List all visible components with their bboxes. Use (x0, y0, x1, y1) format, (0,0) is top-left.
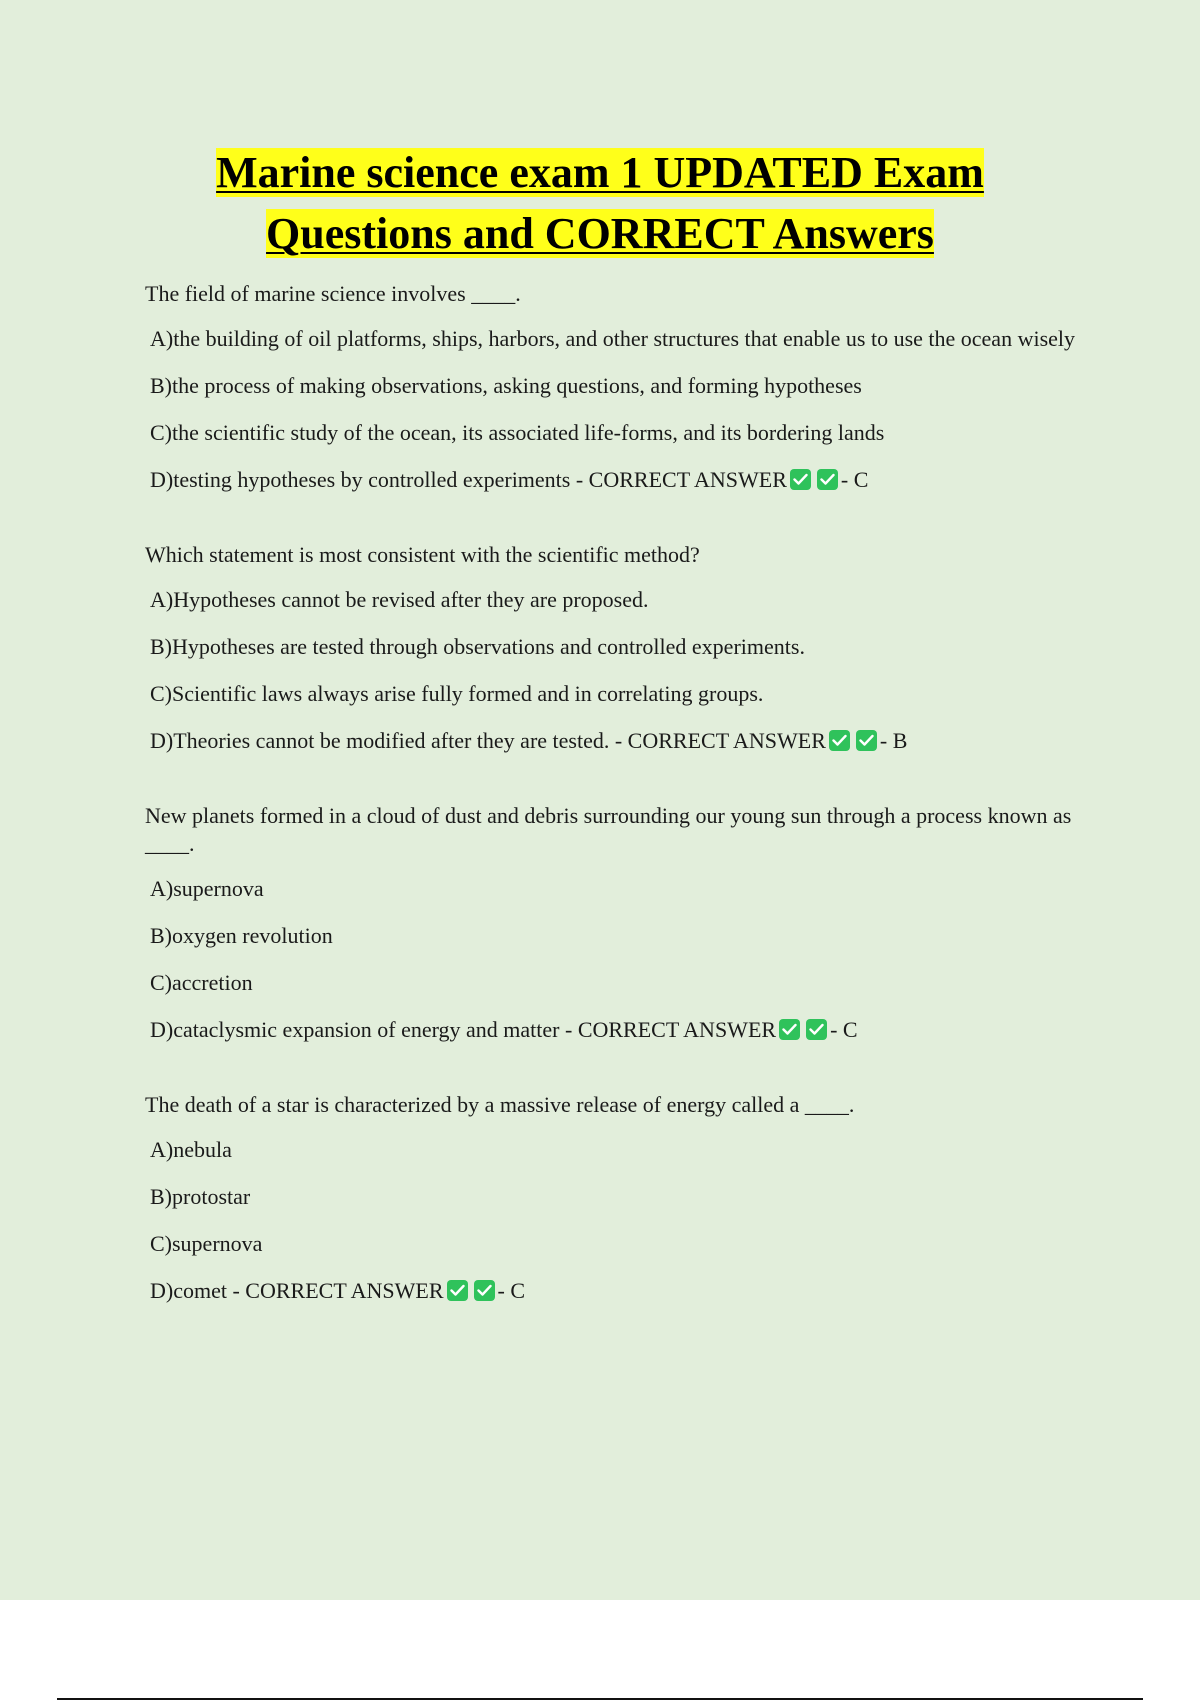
title-line-2: Questions and CORRECT Answers (266, 209, 934, 258)
check-mark-icon (829, 730, 850, 751)
option-d: D)testing hypotheses by controlled experiments - CORRECT ANSWER (150, 467, 787, 492)
correct-answer-letter: - C (497, 1278, 526, 1303)
option-a: A)supernova (150, 876, 264, 901)
question-block-2 (145, 541, 1075, 755)
option-b: B)protostar (150, 1184, 251, 1209)
check-mark-icon (474, 1280, 495, 1301)
option-c: C)accretion (150, 970, 253, 995)
option-c: C)Scientific laws always arise fully formed and in correlating groups. (150, 681, 764, 706)
option-a: A)the building of oil platforms, ships, harbors, and other structures that enable us to use the ocean wisely (150, 326, 1076, 351)
question-block-4 (145, 1091, 1075, 1305)
option-d: D)Theories cannot be modified after they are tested. - CORRECT ANSWER (150, 728, 826, 753)
question-block-1 (145, 280, 1075, 494)
check-mark-icon (790, 469, 811, 490)
check-mark-icon (806, 1019, 827, 1040)
option-d-with-answer (150, 1277, 1075, 1305)
option-d: D)cataclysmic expansion of energy and matter - CORRECT ANSWER (150, 1017, 777, 1042)
option-d-with-answer (150, 727, 1075, 755)
option-d: D)comet - CORRECT ANSWER (150, 1278, 444, 1303)
question-text: The field of marine science involves ____. (145, 281, 521, 306)
option-d-with-answer (150, 466, 1075, 494)
check-mark-icon (779, 1019, 800, 1040)
correct-answer-letter: - C (840, 467, 869, 492)
question-block-3 (145, 802, 1075, 1044)
document-title (0, 142, 1200, 264)
question-text: Which statement is most consistent with the scientific method? (145, 542, 700, 567)
correct-answer-letter: - B (879, 728, 908, 753)
question-text: New planets formed in a cloud of dust and debris surrounding our young sun through a process known as ____. (145, 803, 1072, 856)
correct-answer-letter: - C (830, 1017, 858, 1042)
check-mark-icon (817, 469, 838, 490)
option-b: B)Hypotheses are tested through observations and controlled experiments. (150, 634, 805, 659)
question-list (145, 280, 1075, 1352)
option-a: A)nebula (150, 1137, 232, 1162)
option-c: C)supernova (150, 1231, 263, 1256)
title-line-1: Marine science exam 1 UPDATED Exam (216, 148, 984, 197)
option-b: B)oxygen revolution (150, 923, 333, 948)
option-b: B)the process of making observations, asking questions, and forming hypotheses (150, 373, 862, 398)
option-c: C)the scientific study of the ocean, its associated life-forms, and its bordering lands (150, 420, 885, 445)
option-d-with-answer (150, 1016, 1075, 1044)
check-mark-icon (447, 1280, 468, 1301)
option-a: A)Hypotheses cannot be revised after they are proposed. (150, 587, 649, 612)
check-mark-icon (856, 730, 877, 751)
question-text: The death of a star is characterized by a massive release of energy called a ____. (145, 1092, 855, 1117)
